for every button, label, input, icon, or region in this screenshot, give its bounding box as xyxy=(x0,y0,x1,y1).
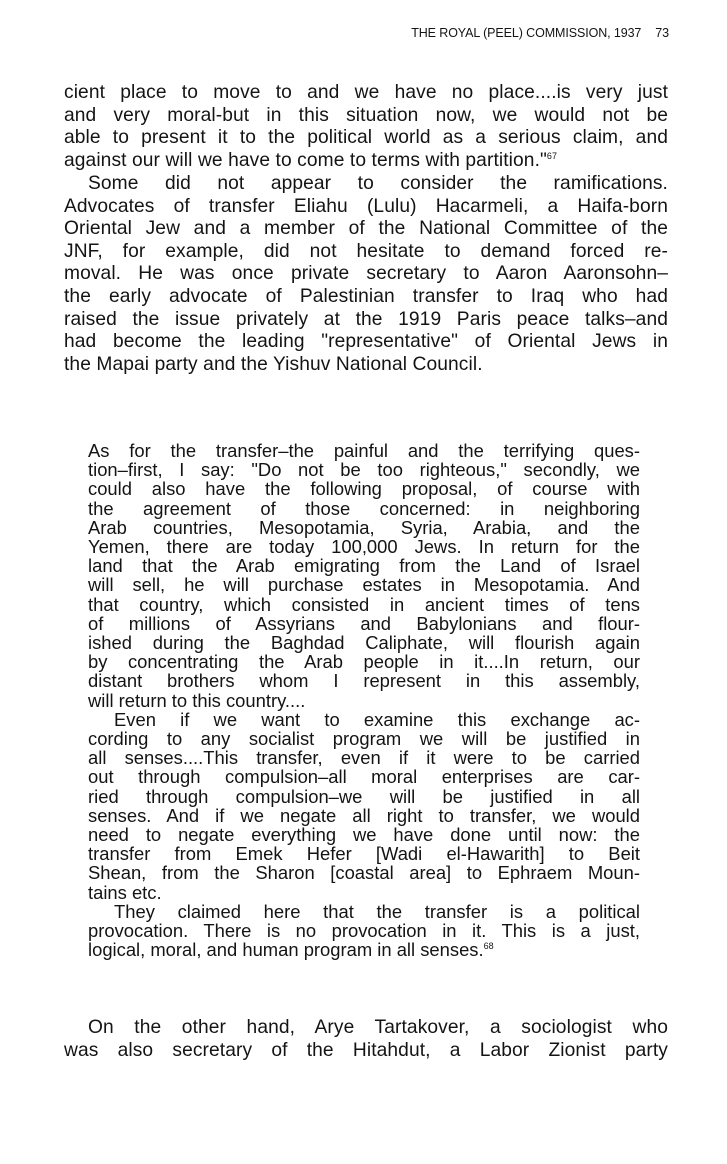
footnote-ref: 67 xyxy=(546,150,558,161)
text-line: On the other hand, Arye Tartakover, a sociologist who xyxy=(88,1017,668,1038)
quote-line xyxy=(88,940,640,959)
running-title: THE ROYAL (PEEL) COMMISSION, 1937 xyxy=(411,26,642,40)
quote-line-content: logical, moral, and human program in all senses. xyxy=(88,939,484,961)
quote-line: land that the Arab emigrating from the Land of Israel xyxy=(88,555,640,577)
quote-line: senses. And if we negate all right to transfer, we would xyxy=(88,804,640,826)
text-line: the early advocate of Palestinian transfer to Iraq who had xyxy=(64,285,668,307)
text-line: Some did not appear to consider the ramifications. xyxy=(88,173,668,194)
quote-line: all senses....This transfer, even if it were to be carried xyxy=(88,747,640,769)
text-line: was also secretary of the Hitahdut, a Labor Zionist party xyxy=(64,1039,668,1061)
quote-line: Even if we want to examine this exchange ac- xyxy=(114,708,640,730)
footnote-ref: 68 xyxy=(483,941,494,952)
quote-line: ried through compulsion–we will be justified in all xyxy=(88,785,640,807)
text-line: JNF, for example, did not hesitate to demand forced re- xyxy=(64,240,668,262)
quote-line: could also have the following proposal, of course with xyxy=(88,478,640,500)
quote-line: by concentrating the Arab people in it....In return, our xyxy=(88,651,640,673)
paragraph-continued-quote xyxy=(64,82,668,172)
running-head xyxy=(411,26,669,40)
text-line: moval. He was once private secretary to Aaron Aaronsohn– xyxy=(64,263,668,285)
quote-line: Arab countries, Mesopotamia, Syria, Arabia, and the xyxy=(88,516,640,538)
quote-line: need to negate everything we have done until now: the xyxy=(88,824,640,846)
quote-line: transfer from Emek Hefer [Wadi el-Hawarith] to Beit xyxy=(88,843,640,865)
quote-line: tains etc. xyxy=(88,881,162,903)
quote-line: Shean, from the Sharon [coastal area] to Ephraem Moun- xyxy=(88,862,640,884)
quote-line: distant brothers whom I represent in this assembly, xyxy=(88,670,640,692)
text-line xyxy=(64,150,668,173)
quote-line: As for the transfer–the painful and the terrifying ques- xyxy=(88,440,640,461)
quote-line: tion–first, I say: "Do not be too righteous," secondly, we xyxy=(88,459,640,481)
text-line: the Mapai party and the Yishuv National Council. xyxy=(64,353,483,375)
block-quote xyxy=(88,441,640,959)
text-line: had become the leading "representative" of Oriental Jews in xyxy=(64,331,668,353)
quote-line: that country, which consisted in ancient times of tens xyxy=(88,593,640,615)
quote-line: cording to any socialist program we will be justified in xyxy=(88,728,640,750)
quote-line: of millions of Assyrians and Babylonians and flour- xyxy=(88,612,640,634)
quote-line: out through compulsion–all moral enterprises are car- xyxy=(88,766,640,788)
text-line: and very moral-but in this situation now, we would not be xyxy=(64,104,668,126)
quote-line: will return to this country.... xyxy=(88,689,306,711)
quote-line: ished during the Baghdad Caliphate, will flourish again xyxy=(88,632,640,654)
text-line: able to present it to the political world as a serious claim, and xyxy=(64,127,668,149)
text-line: Oriental Jew and a member of the National Committee of the xyxy=(64,218,668,240)
quote-line: provocation. There is no provocation in it. This is a just, xyxy=(88,920,640,942)
paragraph-tartakover xyxy=(64,1017,668,1062)
text-line: Advocates of transfer Eliahu (Lulu) Hacarmeli, a Haifa-born xyxy=(64,195,668,217)
text-line: raised the issue privately at the 1919 Paris peace talks–and xyxy=(64,308,668,330)
page-number: 73 xyxy=(655,26,669,40)
quote-line: will sell, he will purchase estates in Mesopotamia. And xyxy=(88,574,640,596)
paragraph-hacarmeli xyxy=(64,173,668,376)
text-line: cient place to move to and we have no place....is very just xyxy=(64,82,668,103)
quote-line: the agreement of those concerned: in neighboring xyxy=(88,497,640,519)
quote-line: Yemen, there are today 100,000 Jews. In return for the xyxy=(88,536,640,558)
text-line-content: against our will we have to come to terms with partition." xyxy=(64,149,547,171)
quote-line: They claimed here that the transfer is a political xyxy=(114,900,640,922)
